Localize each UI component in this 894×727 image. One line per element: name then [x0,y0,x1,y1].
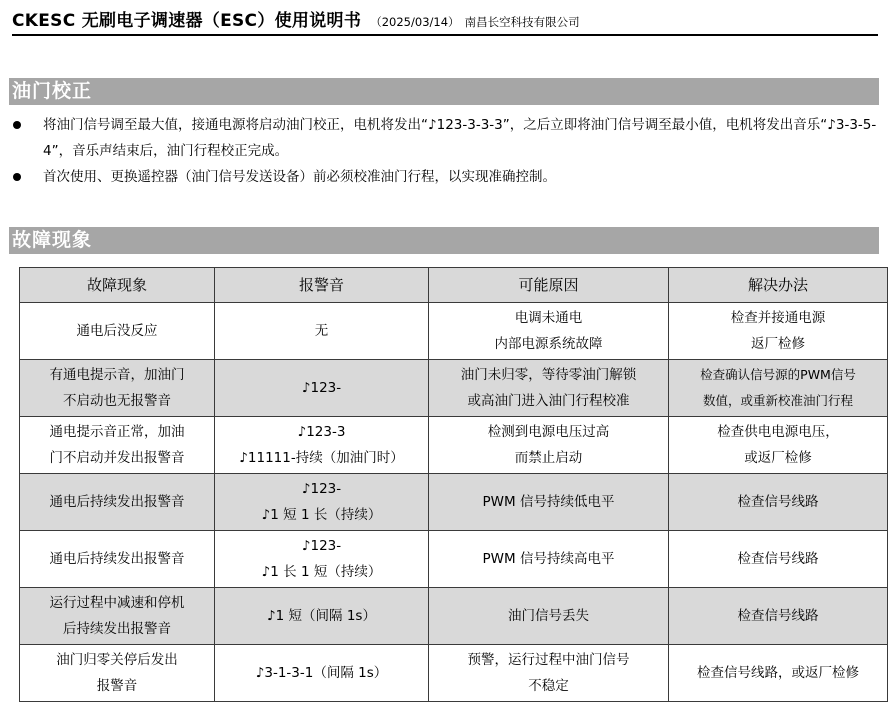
alarm-tone-cell [215,588,429,645]
solution-cell [669,303,888,360]
fault-table-body [20,303,888,702]
cell-text: ♪3-1-3-1（间隔 1s） [255,665,388,681]
cell-text: 检查信号线路 [737,608,819,624]
possible-cause-cell [429,474,669,531]
cell-text: 检查信号线路 [737,494,819,510]
fault-symptom-cell [20,474,215,531]
section-heading-throttle: 油门校正 [9,78,879,105]
cell-text: 内部电源系统故障 [494,336,603,352]
table-row [20,417,888,474]
cell-text: 通电后持续发出报警音 [49,551,185,567]
cell-text: 无 [314,323,329,339]
alarm-tone-cell [215,645,429,702]
cell-text: 返厂检修 [751,336,805,352]
section-heading-faults: 故障现象 [9,227,879,254]
cell-text: 或高油门进入油门行程校准 [467,393,630,409]
solution-cell [669,417,888,474]
alarm-tone-cell [215,417,429,474]
cell-text: 预警，运行过程中油门信号 [467,652,630,668]
cell-text: ♪1 短（间隔 1s） [267,608,376,624]
fault-symptom-cell [20,645,215,702]
column-header: 解决办法 [669,268,888,303]
table-row [20,531,888,588]
possible-cause-cell [429,417,669,474]
fault-symptom-cell [20,531,215,588]
cell-text: 不启动也无报警音 [63,393,171,409]
possible-cause-cell [429,588,669,645]
cell-text: PWM 信号持续低电平 [482,494,615,510]
cell-text: 或返厂检修 [744,450,812,466]
cell-text: ♪1 长 1 短（持续） [261,564,382,580]
solution-cell [669,531,888,588]
bullet-text: 将油门信号调至最大值，接通电源将启动油门校正，电机将发出“♪123-3-3-3”，之后立即将油门信号调至最小值，电机将发出音乐“♪3-3-5-4”，音乐声结束后，油门行程校正完成。 [43,117,877,159]
possible-cause-cell [429,531,669,588]
bullet-item [12,164,882,190]
cell-text: 检查信号线路，或返厂检修 [697,665,859,681]
alarm-tone-cell [215,303,429,360]
column-header: 可能原因 [429,268,669,303]
document-title: CKESC 无刷电子调速器（ESC）使用说明书 [12,11,362,31]
cell-text: 检查并接通电源 [730,310,826,326]
cell-text: 通电后持续发出报警音 [49,494,185,510]
cell-text: ♪1 短 1 长（持续） [261,507,382,523]
cell-text: 检测到电源电压过高 [487,424,610,440]
fault-symptom-cell [20,360,215,417]
possible-cause-cell [429,360,669,417]
company-name: 南昌长空科技有限公司 [464,15,580,29]
cell-text: 数值，或重新校准油门行程 [702,393,853,408]
cell-text: PWM 信号持续高电平 [482,551,615,567]
cell-text: 通电后没反应 [76,323,158,339]
alarm-tone-cell [215,474,429,531]
table-row [20,588,888,645]
alarm-tone-cell [215,360,429,417]
cell-text: 通电提示音正常，加油 [49,424,185,440]
cell-text: 油门未归零，等待零油门解锁 [460,367,637,383]
bullet-text: 首次使用、更换遥控器（油门信号发送设备）前必须校准油门行程，以实现准确控制。 [43,169,556,185]
cell-text: 而禁止启动 [514,450,583,466]
table-row [20,645,888,702]
fault-symptom-cell [20,303,215,360]
cell-text: ♪123- [301,538,342,554]
cell-text: ♪11111-持续（加油门时） [239,450,404,466]
fault-table [19,267,888,702]
cell-text: ♪123- [301,380,342,396]
bullet-item [12,112,882,164]
solution-cell [669,360,888,417]
cell-text: 油门归零关停后发出 [56,652,178,668]
bullet-dot-icon [13,121,21,129]
table-row [20,303,888,360]
cell-text: 报警音 [96,678,138,694]
cell-text: 门不启动并发出报警音 [49,450,185,466]
possible-cause-cell [429,645,669,702]
fault-symptom-cell [20,588,215,645]
cell-text: ♪123- [301,481,342,497]
solution-cell [669,588,888,645]
cell-text: 检查供电电源电压， [717,424,839,440]
cell-text: ♪123-3 [297,424,346,440]
table-row [20,474,888,531]
throttle-bullet-list [12,112,882,190]
column-header: 故障现象 [20,268,215,303]
fault-table-header-row [20,268,888,303]
solution-cell [669,474,888,531]
cell-text: 电调未通电 [514,310,583,326]
cell-text: 运行过程中减速和停机 [49,595,185,611]
solution-cell [669,645,888,702]
cell-text: 检查信号线路 [737,551,819,567]
cell-text: 后持续发出报警音 [63,621,171,637]
cell-text: 不稳定 [528,678,569,694]
cell-text: 检查确认信号源的PWM信号 [700,367,856,382]
possible-cause-cell [429,303,669,360]
fault-symptom-cell [20,417,215,474]
cell-text: 油门信号丢失 [508,608,589,624]
column-header: 报警音 [215,268,429,303]
cell-text: 有通电提示音，加油门 [49,367,185,383]
alarm-tone-cell [215,531,429,588]
bullet-dot-icon [13,173,21,181]
page-header [12,6,878,36]
table-row [20,360,888,417]
document-date: （2025/03/14） [370,15,460,29]
